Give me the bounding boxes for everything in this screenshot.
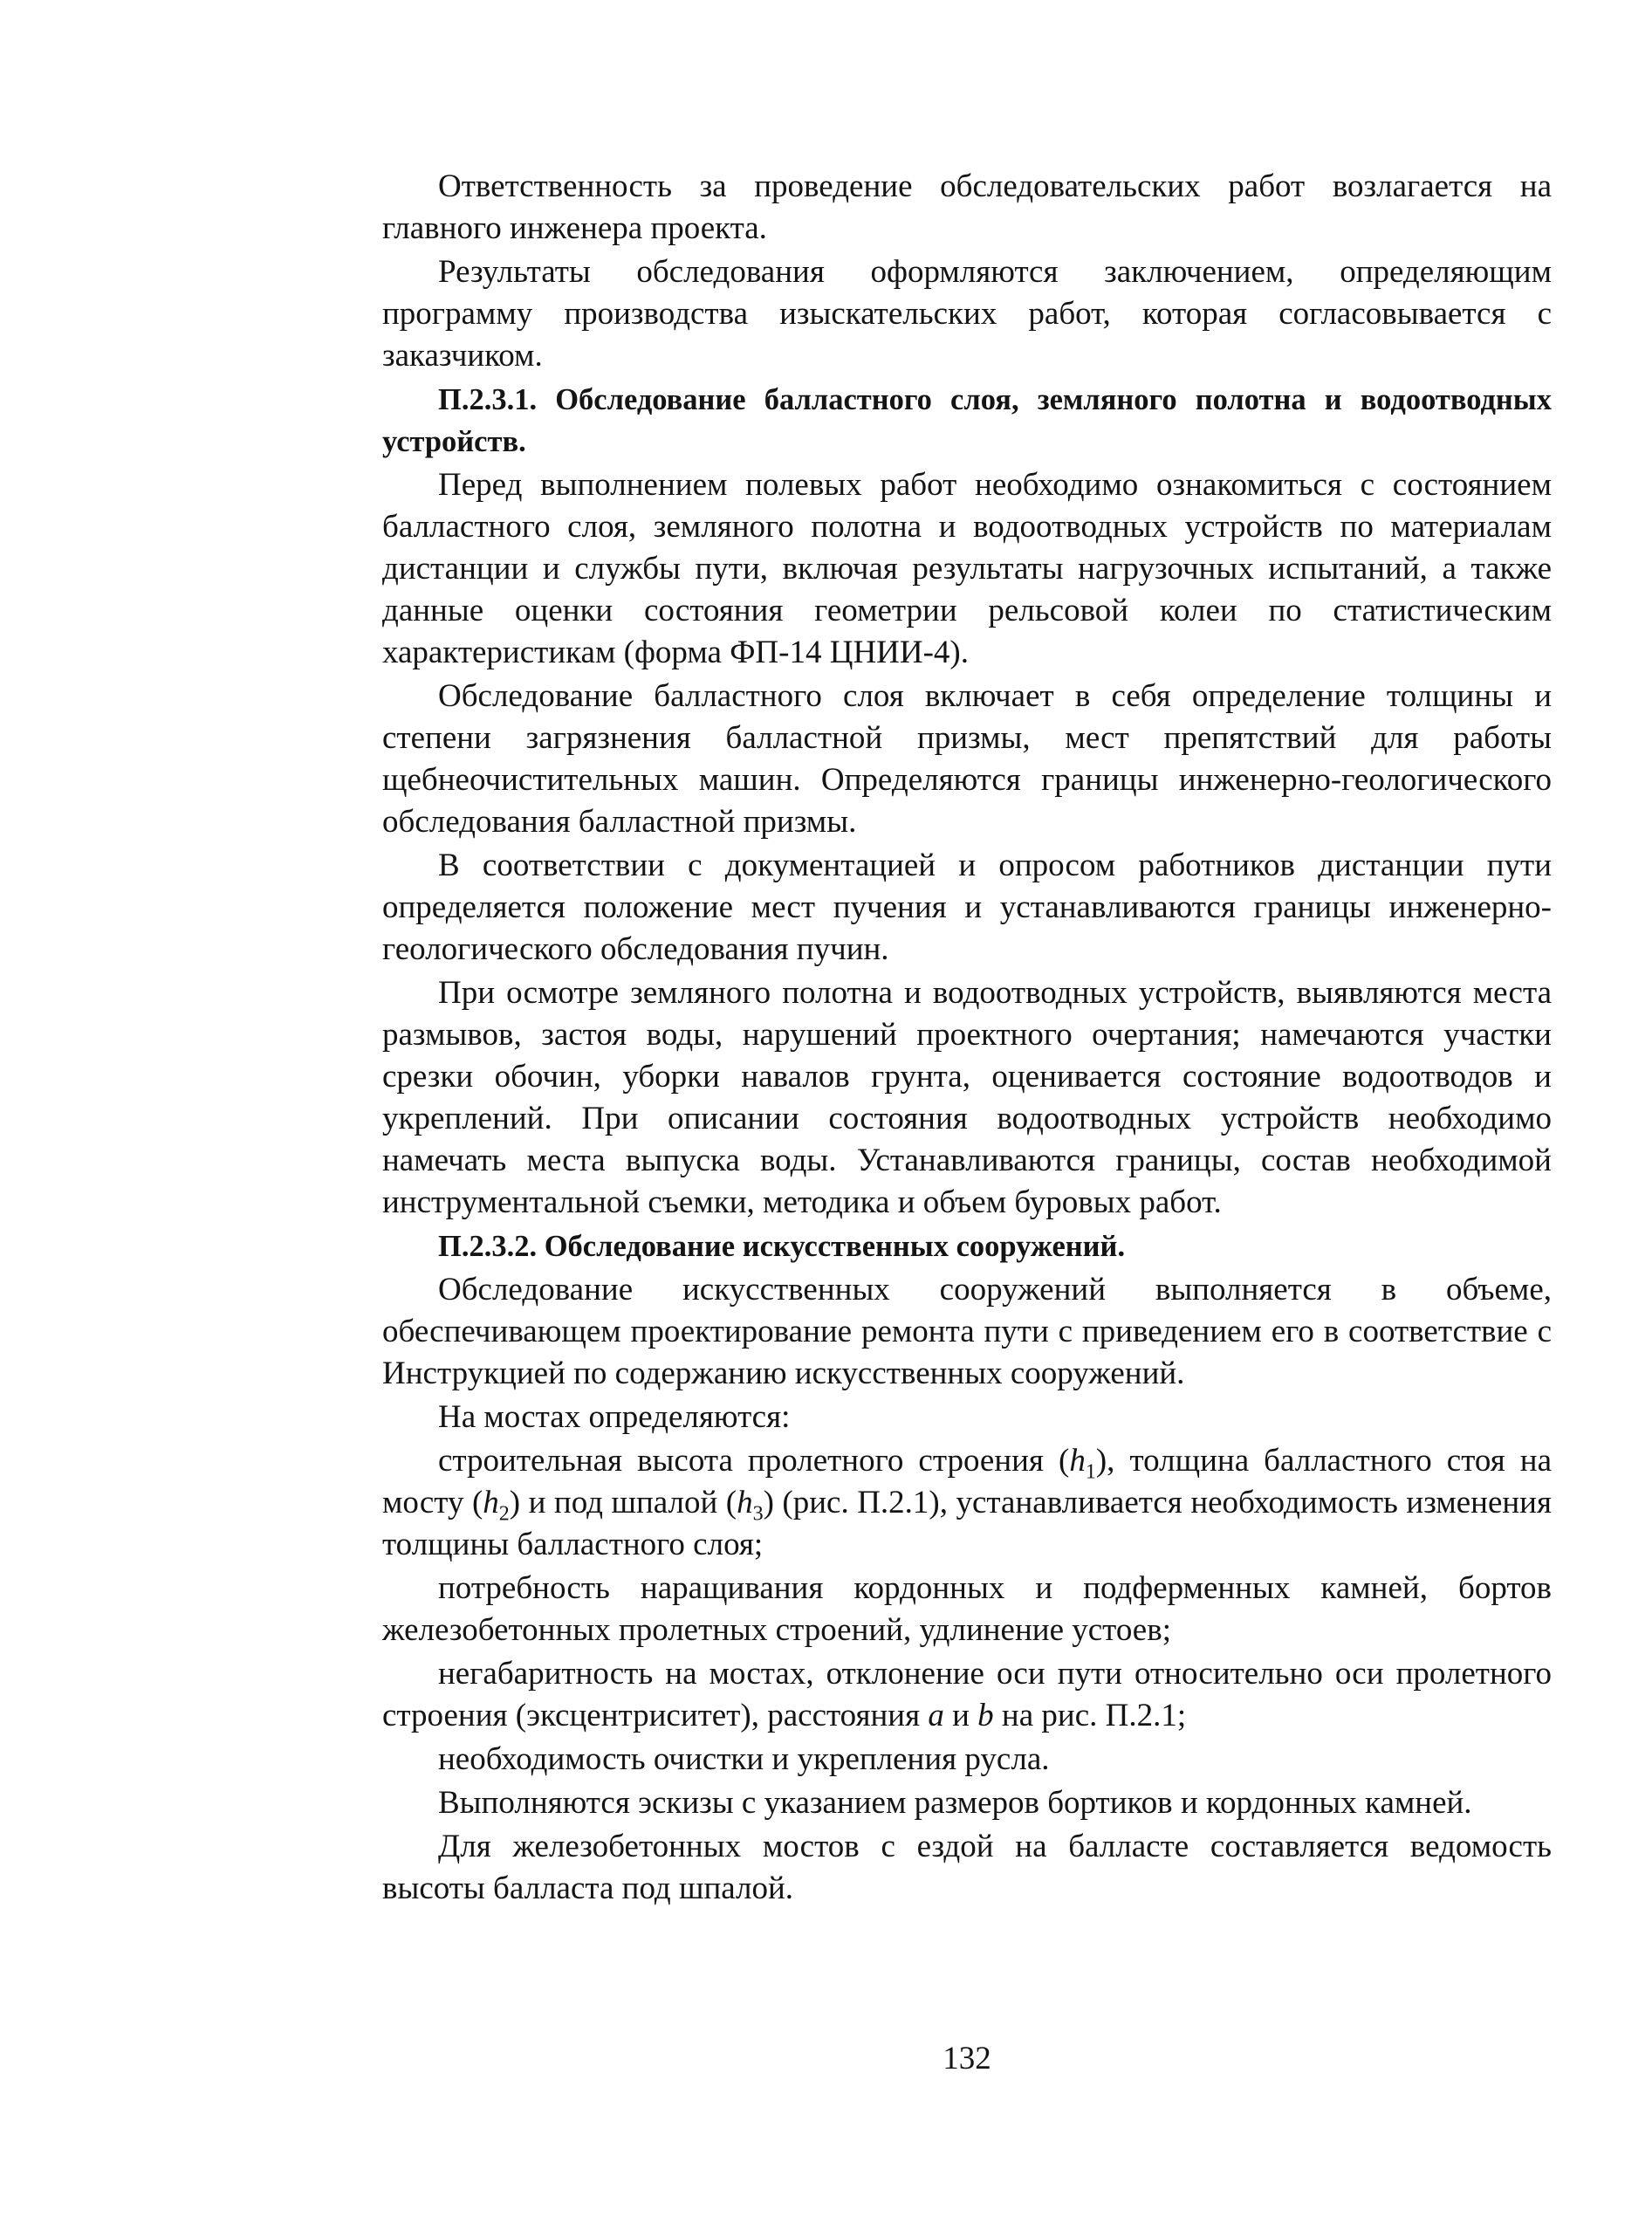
- page-number: 132: [943, 2041, 991, 2076]
- paragraph-roadbed-inspection: При осмотре земляного полотна и водоотводных устройств, выявляются места размывов, застоя воды, нарушений проектного очертания; намечаются участки срезки обочин, уборки навалов грунта, оценивается состояние водоотводов и укреплений. При описании состояния водоотводных устройств необходимо намечать места выпуска воды. Устанавливаются границы, состав необходимой инструментальной съемки, методика и объем буровых работ.: [382, 975, 1552, 1220]
- list-item-height: строительная высота пролетного строения $(h_1)$, толщина балластного стоя на мосту $(h_2)$ и под шпалой $(h_3)$ (рис. П.2.1), устанавливается необходимость изменения толщины балластного слоя;: [382, 1443, 1552, 1562]
- paragraph-structures-survey: Обследование искусственных сооружений выполняется в объеме, обеспечивающем проектирование ремонта пути с приведением его в соответствие с Инструкцией по содержанию искусственных сооружений.: [382, 1272, 1552, 1391]
- paragraph-field-work: Перед выполнением полевых работ необходимо ознакомиться с состоянием балластного слоя, земляного полотна и водоотводных устройств по материалам дистанции и службы пути, включая результаты нагрузочных испытаний, а также данные оценки состояния геометрии рельсовой колеи по статистическим характеристикам (форма ФП-14 ЦНИИ-4).: [382, 467, 1552, 670]
- paragraph-sketches: Выполняются эскизы с указанием размеров бортиков и кордонных камней.: [438, 1785, 1472, 1821]
- paragraph-responsibility: Ответственность за проведение обследовательских работ возлагается на главного инженера проекта.: [382, 168, 1552, 246]
- section-heading-ballast: П.2.3.1. Обследование балластного слоя, земляного полотна и водоотводных устройств.: [382, 383, 1552, 458]
- paragraph-heaving: В соответствии с документацией и опросом работников дистанции пути определяется положение мест пучения и устанавливаются границы инженерно-геологического обследования пучин.: [382, 848, 1552, 967]
- paragraph-results: Результаты обследования оформляются заключением, определяющим программу производства изыскательских работ, которая согласовывается с заказчиком.: [382, 254, 1552, 374]
- paragraph-ballast-survey: Обследование балластного слоя включает в себя определение толщины и степени загрязнения балластной призмы, мест препятствий для работы щебнеочистительных машин. Определяются границы инженерно-геологического обследования балластной призмы.: [382, 678, 1552, 840]
- document-page: [382, 166, 1552, 2130]
- list-item-curb-stones: потребность наращивания кордонных и подферменных камней, бортов железобетонных пролетных строений, удлинение устоев;: [382, 1570, 1552, 1648]
- paragraph-concrete-bridges: Для железобетонных мостов с ездой на балласте составляется ведомость высоты балласта под шпалой.: [382, 1829, 1552, 1906]
- paragraph-bridges-intro: На мостах определяются:: [438, 1399, 791, 1435]
- list-item-clearance: негабаритность на мостах, отклонение оси пути относительно оси пролетного строения (эксцентриситет), расстояния a и b на рис. П.2.1;: [382, 1656, 1552, 1733]
- section-heading-structures: П.2.3.2. Обследование искусственных сооружений.: [438, 1230, 1126, 1263]
- list-item-riverbed: необходимость очистки и укрепления русла.: [438, 1741, 1050, 1777]
